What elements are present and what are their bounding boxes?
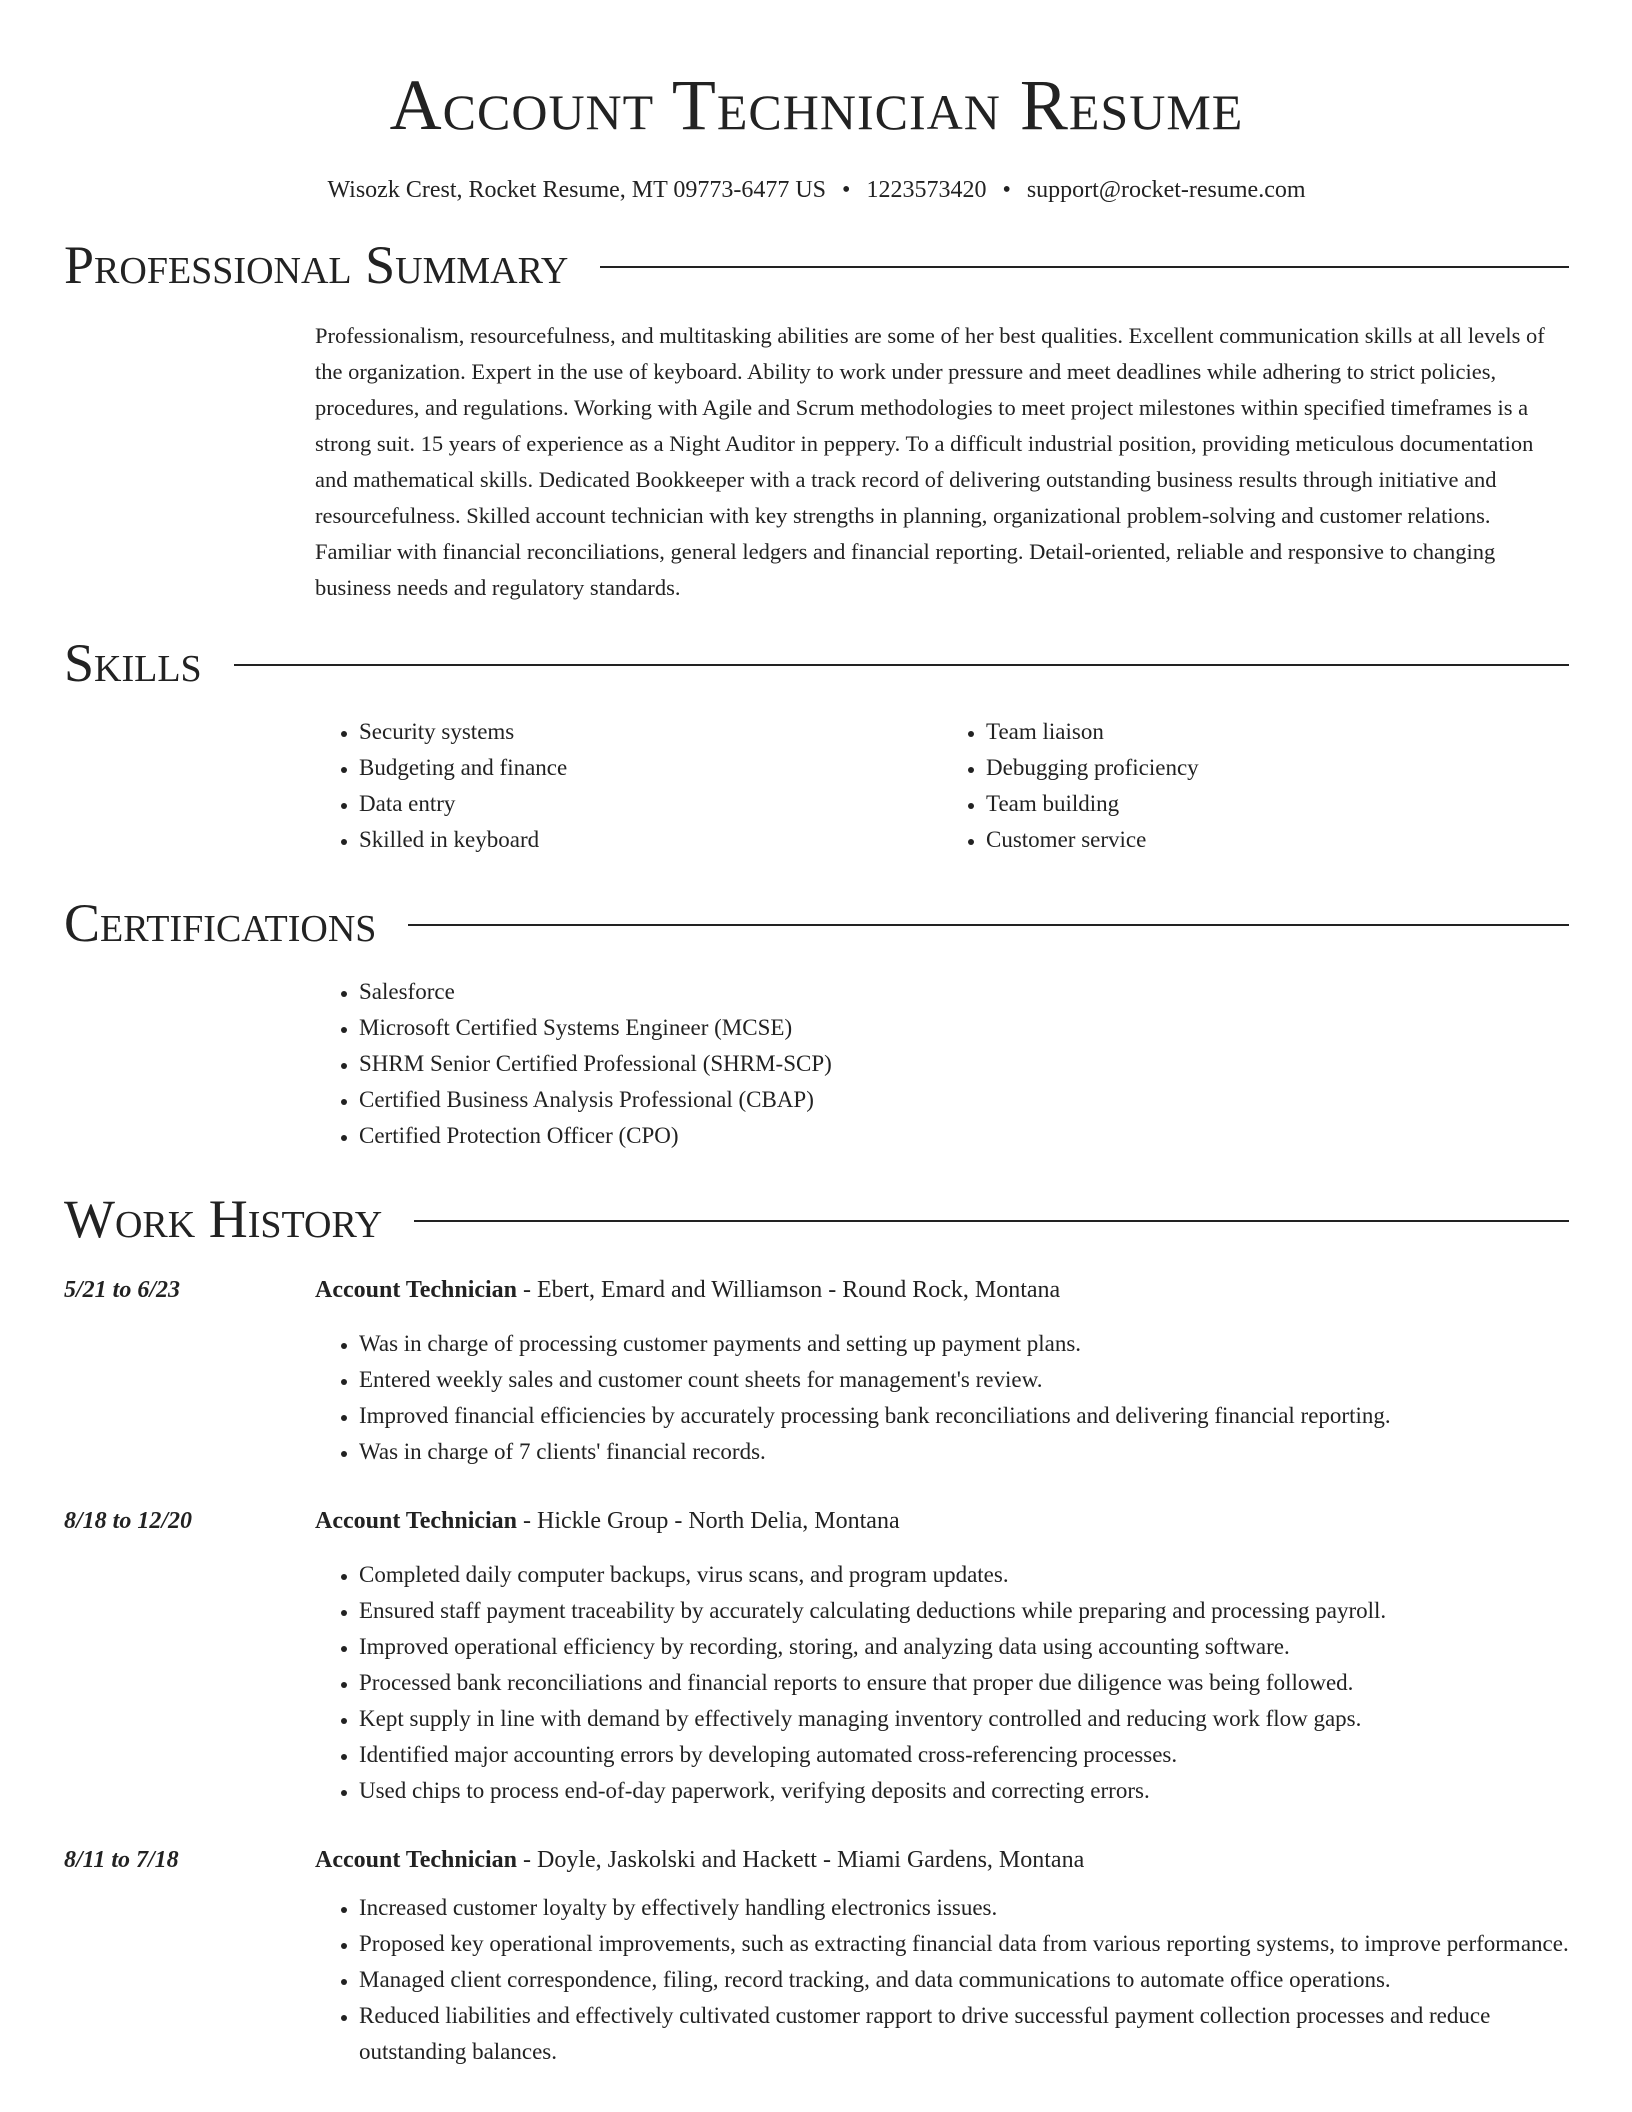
- job-dates: 8/11 to 7/18: [64, 1847, 179, 1873]
- job-heading: [315, 1272, 1060, 1308]
- job-bullet: • Identified major accounting errors by developing automated cross-referencing processes.: [359, 1737, 1569, 1773]
- skills-list: [315, 714, 1569, 858]
- section-divider: [414, 1220, 1569, 1222]
- certification-item: • Microsoft Certified Systems Engineer (MCSE): [359, 1010, 1569, 1046]
- section-divider: [234, 664, 1569, 666]
- job-responsibilities: [315, 1890, 1569, 2070]
- section-divider: [408, 924, 1569, 926]
- job-bullet: • Increased customer loyalty by effectively handling electronics issues.: [359, 1890, 1569, 1926]
- resume-title: Account Technician Resume: [389, 65, 1244, 145]
- skill-item: • Data entry: [359, 786, 942, 822]
- work-history-section-header: [64, 1184, 1569, 1254]
- job-entry: [64, 1272, 1569, 1470]
- job-bullet: • Entered weekly sales and customer count sheets for management's review.: [359, 1362, 1569, 1398]
- job-header: [64, 1272, 1569, 1308]
- job-entry: [64, 1503, 1569, 1809]
- skill-item: • Skilled in keyboard: [359, 822, 942, 858]
- job-employer: - Hickle Group - North Delia, Montana: [517, 1508, 900, 1534]
- section-divider: [600, 266, 1569, 268]
- job-bullet: • Was in charge of 7 clients' financial records.: [359, 1434, 1569, 1470]
- certification-item: • Certified Protection Officer (CPO): [359, 1118, 1569, 1154]
- certifications-section-header: [64, 888, 1569, 958]
- job-header: [64, 1842, 1569, 1878]
- skill-item: • Team building: [986, 786, 1569, 822]
- job-bullet: • Used chips to process end-of-day paperwork, verifying deposits and correcting errors.: [359, 1773, 1569, 1809]
- skill-item: • Debugging proficiency: [986, 750, 1569, 786]
- certification-item: • SHRM Senior Certified Professional (SHRM-SCP): [359, 1046, 1569, 1082]
- contact-line: [64, 174, 1569, 206]
- job-bullet: • Completed daily computer backups, virus scans, and program updates.: [359, 1557, 1569, 1593]
- contact-address: Wisozk Crest, Rocket Resume, MT 09773-6477 US: [327, 177, 827, 203]
- job-bullet: • Managed client correspondence, filing, record tracking, and data communications to automate office operations.: [359, 1962, 1569, 1998]
- job-responsibilities: [315, 1557, 1569, 1809]
- contact-separator: •: [842, 177, 851, 203]
- job-bullet: • Processed bank reconciliations and financial reports to ensure that proper due diligence was being followed.: [359, 1665, 1569, 1701]
- job-employer: - Ebert, Emard and Williamson - Round Rock, Montana: [517, 1277, 1061, 1303]
- job-bullet: • Improved financial efficiencies by accurately processing bank reconciliations and delivering financial reporting.: [359, 1398, 1569, 1434]
- job-responsibilities: [315, 1326, 1569, 1470]
- job-employer: - Doyle, Jaskolski and Hackett - Miami Gardens, Montana: [517, 1847, 1085, 1873]
- job-bullet: • Proposed key operational improvements, such as extracting financial data from various reporting systems, to improve performance.: [359, 1926, 1569, 1962]
- skills-column-left: [315, 714, 942, 858]
- skills-section-header: [64, 628, 1569, 698]
- contact-separator: •: [1002, 177, 1011, 203]
- summary-section-header: [64, 230, 1569, 300]
- contact-email: support@rocket-resume.com: [1026, 177, 1306, 203]
- skills-heading: Skills: [64, 633, 202, 693]
- job-bullet: • Was in charge of processing customer payments and setting up payment plans.: [359, 1326, 1569, 1362]
- job-heading: [315, 1503, 900, 1539]
- job-title: Account Technician: [315, 1277, 518, 1303]
- summary-text: Professionalism, resourcefulness, and multitasking abilities are some of her best qualities. Excellent communication skills at all levels of the organization. Expert in the use of keyboard. Ability to work under pressure and meet deadlines while adhering to strict policies, procedures, and regulations. Working with Agile and Scrum methodologies to meet project milestones within specified timeframes is a strong suit. 15 years of experience as a Night Auditor in peppery. To a difficult industrial position, providing meticulous documentation and mathematical skills. Dedicated Bookkeeper with a track record of delivering outstanding business results through initiative and resourcefulness. Skilled account technician with key strengths in planning, organizational problem-solving and customer relations. Familiar with financial reconciliations, general ledgers and financial reporting. Detail-oriented, reliable and responsive to changing business needs and regulatory standards.: [315, 323, 1545, 600]
- skill-item: • Security systems: [359, 714, 942, 750]
- job-bullet: • Improved operational efficiency by recording, storing, and analyzing data using accounting software.: [359, 1629, 1569, 1665]
- job-title: Account Technician: [315, 1847, 518, 1873]
- job-dates: 5/21 to 6/23: [64, 1277, 181, 1303]
- job-entry: [64, 1842, 1569, 2070]
- job-title: Account Technician: [315, 1508, 518, 1534]
- certification-item: • Salesforce: [359, 974, 1569, 1010]
- skill-item: • Budgeting and finance: [359, 750, 942, 786]
- summary-heading: Professional Summary: [64, 235, 569, 295]
- certifications-list: [315, 974, 1569, 1154]
- job-bullet: • Ensured staff payment traceability by accurately calculating deductions while preparing and processing payroll.: [359, 1593, 1569, 1629]
- skill-item: • Team liaison: [986, 714, 1569, 750]
- job-heading: [315, 1842, 1084, 1878]
- job-dates: 8/18 to 12/20: [64, 1508, 193, 1534]
- job-header: [64, 1503, 1569, 1539]
- job-bullet: • Kept supply in line with demand by effectively managing inventory controlled and reducing work flow gaps.: [359, 1701, 1569, 1737]
- job-bullet: • Reduced liabilities and effectively cultivated customer rapport to drive successful payment collection processes and reduce outstanding balances.: [359, 1998, 1569, 2070]
- certification-item: • Certified Business Analysis Professional (CBAP): [359, 1082, 1569, 1118]
- work-history-heading: Work History: [64, 1189, 383, 1249]
- contact-phone: 1223573420: [866, 177, 987, 203]
- skill-item: • Customer service: [986, 822, 1569, 858]
- skills-column-right: [942, 714, 1569, 858]
- certifications-heading: Certifications: [64, 893, 377, 953]
